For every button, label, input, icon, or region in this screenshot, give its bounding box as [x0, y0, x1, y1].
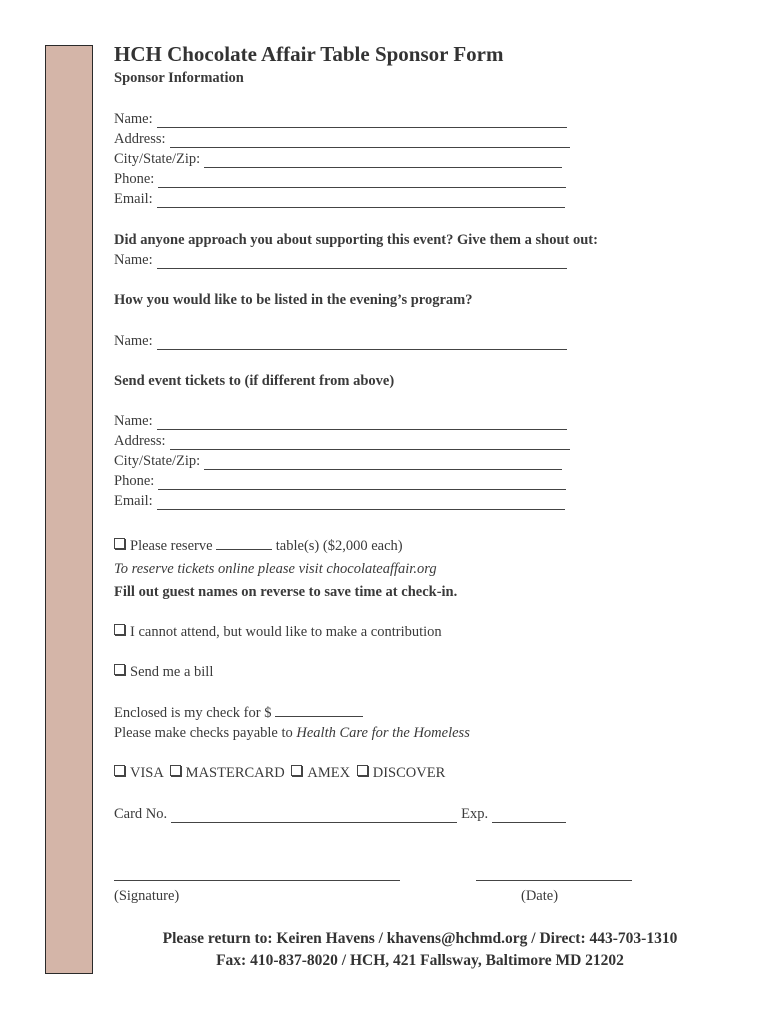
amex-checkbox[interactable] [291, 765, 302, 776]
tickets-email-line[interactable] [157, 496, 565, 510]
tickets-name-field[interactable] [114, 412, 567, 430]
card-number-row [114, 805, 566, 823]
visa-checkbox[interactable] [114, 765, 125, 776]
sponsor-phone-field[interactable] [114, 170, 566, 188]
field-label: Phone: [114, 473, 155, 489]
card-exp-line[interactable] [492, 809, 566, 823]
online-reservation-note: To reserve tickets online please visit chocolateaffair.org [114, 561, 437, 577]
sponsor-name-line[interactable] [157, 114, 567, 128]
section-sponsor-information: Sponsor Information [114, 70, 244, 86]
date-line[interactable] [476, 879, 632, 881]
mastercard-checkbox[interactable] [170, 765, 181, 776]
reserve-tables-checkbox[interactable] [114, 538, 125, 549]
bill-checkbox[interactable] [114, 664, 125, 675]
reserve-suffix: table(s) ($2,000 each) [275, 538, 403, 554]
sponsor-name-field[interactable] [114, 110, 567, 128]
reserve-tables-option [114, 537, 403, 555]
signature-label: (Signature) [114, 888, 180, 904]
bill-option [114, 663, 213, 681]
check-payable-prefix: Please make checks payable to [114, 725, 297, 741]
sponsor-phone-line[interactable] [158, 174, 566, 188]
sponsor-email-line[interactable] [157, 194, 565, 208]
tickets-heading: Send event tickets to (if different from above) [114, 373, 395, 389]
card-number-line[interactable] [171, 809, 457, 823]
card-amex-label: AMEX [307, 765, 351, 781]
field-label: Name: [114, 333, 153, 349]
tickets-name-line[interactable] [157, 416, 567, 430]
sponsor-address-line[interactable] [170, 134, 570, 148]
card-exp-label: Exp. [461, 806, 489, 822]
card-visa-label: VISA [130, 765, 164, 781]
date-label: (Date) [521, 888, 559, 904]
contribution-label: I cannot attend, but would like to make a contribution [130, 624, 442, 640]
field-label: Name: [114, 252, 153, 268]
tables-count-blank[interactable] [216, 537, 272, 550]
discover-checkbox[interactable] [357, 765, 368, 776]
card-mastercard-label: MASTERCARD [185, 765, 285, 781]
shout-out-name-line[interactable] [157, 255, 567, 269]
sponsor-address-field[interactable] [114, 130, 570, 148]
field-label: City/State/Zip: [114, 151, 201, 167]
program-listing-question: How you would like to be listed in the evening’s program? [114, 292, 473, 308]
contribution-option [114, 623, 442, 641]
bill-label: Send me a bill [130, 664, 214, 680]
signature-line[interactable] [114, 879, 400, 881]
tickets-email-field[interactable] [114, 492, 565, 510]
tickets-city-state-zip-field[interactable] [114, 452, 562, 470]
field-label: Name: [114, 413, 153, 429]
decorative-sidebar [45, 45, 93, 974]
program-listing-name-field[interactable] [114, 332, 567, 350]
field-label: Email: [114, 191, 153, 207]
sponsor-city-state-zip-field[interactable] [114, 150, 562, 168]
form-title: HCH Chocolate Affair Table Sponsor Form [114, 42, 504, 66]
reserve-prefix: Please reserve [130, 538, 213, 554]
check-amount-row [114, 704, 363, 722]
card-discover-label: DISCOVER [372, 765, 446, 781]
tickets-city-state-zip-line[interactable] [204, 456, 562, 470]
return-contact-line: Please return to: Keiren Havens / khavens@hchmd.org / Direct: 443-703-1310 [162, 930, 678, 947]
field-label: Address: [114, 433, 166, 449]
field-label: Address: [114, 131, 166, 147]
field-label: Phone: [114, 171, 155, 187]
contribution-checkbox[interactable] [114, 624, 125, 635]
field-label: City/State/Zip: [114, 453, 201, 469]
field-label: Email: [114, 493, 153, 509]
check-enclosed-label: Enclosed is my check for $ [114, 705, 272, 721]
tickets-address-field[interactable] [114, 432, 570, 450]
return-address-line: Fax: 410-837-8020 / HCH, 421 Fallsway, Baltimore MD 21202 [216, 952, 624, 969]
check-payable-to: Health Care for the Homeless [296, 725, 470, 741]
sponsor-city-state-zip-line[interactable] [204, 154, 562, 168]
shout-out-question: Did anyone approach you about supporting this event? Give them a shout out: [114, 232, 598, 248]
shout-out-name-field[interactable] [114, 251, 567, 269]
card-number-label: Card No. [114, 806, 168, 822]
tickets-phone-line[interactable] [158, 476, 566, 490]
program-listing-name-line[interactable] [157, 336, 567, 350]
check-amount-blank[interactable] [275, 704, 363, 717]
tickets-address-line[interactable] [170, 436, 570, 450]
tickets-phone-field[interactable] [114, 472, 566, 490]
sponsor-email-field[interactable] [114, 190, 565, 208]
check-payable-row [114, 724, 470, 742]
field-label: Name: [114, 111, 153, 127]
card-type-options [114, 764, 445, 782]
guest-names-note: Fill out guest names on reverse to save time at check-in. [114, 584, 458, 600]
